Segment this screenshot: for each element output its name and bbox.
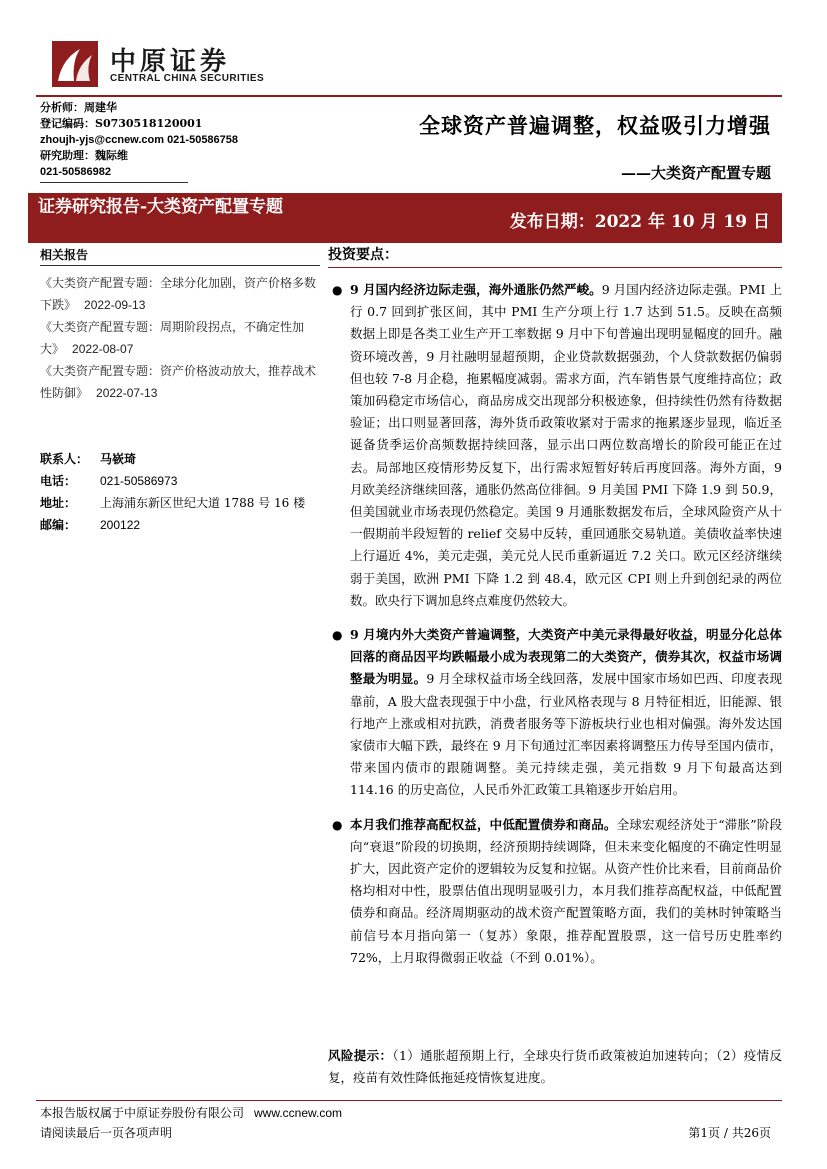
contact-phone-row (40, 470, 320, 492)
investment-point (328, 624, 782, 802)
investment-heading: 投资要点： (328, 244, 782, 268)
report-subtitle: ——大类资产配置专题 (620, 164, 771, 182)
related-report-item[interactable] (40, 316, 320, 360)
bullet-icon: ● (332, 283, 343, 297)
related-report-title: 《大类资产配置专题：资产价格波动放大，推荐战术性防御》 (40, 364, 317, 400)
risk-label: 风险提示： (328, 1048, 393, 1063)
risk-warning (328, 1045, 782, 1089)
related-report-item[interactable] (40, 272, 320, 316)
main-content (328, 244, 782, 969)
report-title: 全球资产普遍调整，权益吸引力增强 (419, 113, 771, 138)
publish-date: 发布日期：2022 年 10 月 19 日 (509, 212, 770, 232)
related-report-date: 2022-09-13 (84, 298, 146, 312)
research-assistant: 研究助理：魏际维 (40, 149, 128, 162)
risk-text: （1）通胀超预期上行，全球央行货币政策被迫加速转向；（2）疫情反复，疫苗有效性降低拖延疫情恢复进度。 (328, 1048, 782, 1085)
investment-point (328, 279, 782, 612)
contact-zip: 200122 (100, 518, 141, 532)
brand-logo (52, 41, 265, 91)
report-category: 证券研究报告-大类资产配置专题 (38, 197, 284, 217)
contact-person-row (40, 448, 320, 470)
related-report-title: 《大类资产配置专题：全球分化加剧，资产价格多数下跌》 (40, 276, 317, 312)
point-body: 9 月全球权益市场全线回落，发展中国家市场如巴西、印度表现靠前，A 股大盘表现强于中小盘，行业风格表现与 8 月特征相近，旧能源、银行地产上涨或相对抗跌，消费者服务等下游板块行业也相对偏强。海外发达国家债市大幅下跌，最终在 9 月下旬通过汇率因素将调整压力传导至国内债市，带来国内债市的跟随调整。美元持续走强，美元指数 9 月下旬最高达到 114.16 的历史高位，人民币外汇政策工具箱逐步开始启用。 (350, 671, 782, 798)
bullet-icon: ● (332, 628, 343, 643)
sidebar (40, 246, 320, 536)
analyst-info (40, 100, 238, 183)
footer-disclaimer: 请阅读最后一页各项声明 (40, 1126, 173, 1140)
bullet-icon: ● (332, 817, 343, 832)
point-body: 全球宏观经济处于“滞胀”阶段向“衰退”阶段的切换期，经济预期持续调降，但未来变化幅度的不确定性明显扩大，因此资产定价的逻辑较为反复和拉锯。从资产性价比来看，目前商品价格均相对中性，股票估值出现明显吸引力，本月我们推荐高配权益，中低配置债券和商品。经济周期驱动的战术资产配置策略方面，我们的美林时钟策略当前信号本月指向第一（复苏）象限，推荐配置股票，这一信号历史胜率约 72%，上月取得微弱正收益（不到 0.01%）。 (350, 816, 782, 965)
page-number: 第1页 / 共26页 (688, 1126, 771, 1140)
contact-phone-label: 电话： (40, 474, 77, 488)
footer-copyright-line (40, 1104, 342, 1121)
related-report-item[interactable] (40, 360, 320, 404)
analyst-registration: 登记编码：S0730518120001 (40, 117, 203, 130)
header-divider (36, 95, 782, 97)
footer-divider (36, 1100, 782, 1101)
assistant-phone: 021-50586982 (40, 166, 111, 178)
analyst-name: 分析师：周建华 (40, 101, 117, 114)
analyst-contact: zhoujh-yjs@ccnew.com 021-50586758 (40, 134, 239, 146)
report-banner (28, 193, 782, 243)
contact-person: 马嵚琦 (100, 452, 137, 466)
related-report-title: 《大类资产配置专题：周期阶段拐点，不确定性加大》 (40, 320, 305, 356)
contact-phone: 021-50586973 (100, 474, 178, 488)
contact-address-row (40, 492, 320, 514)
related-report-date: 2022-07-13 (96, 386, 158, 400)
contact-zip-label: 邮编： (40, 518, 77, 532)
point-lead: 9 月境内外大类资产普遍调整，大类资产中美元录得最好收益，明显分化总体回落的商品因平均跌幅最小成为表现第二的大类资产，债券其次，权益市场调整最为明显。 (350, 627, 782, 687)
related-reports-list (40, 272, 320, 404)
contact-address: 上海浦东新区世纪大道 1788 号 16 楼 (100, 496, 306, 510)
contact-address-label: 地址： (40, 496, 77, 510)
contact-info (40, 448, 320, 536)
contact-zip-row (40, 514, 320, 536)
footer-copyright: 本报告版权属于中原证券股份有限公司 (40, 1106, 245, 1120)
analyst-divider (40, 182, 188, 183)
point-body: 9 月国内经济边际走强。PMI 上行 0.7 回到扩张区间，其中 PMI 生产分项上行 1.7 达到 51.5。反映在高频数据上即是各类工业生产开工率数据 9 月中下旬普遍出现明显幅度的回升。融资环境改善，9 月社融明显超预期，企业贷款数据强劲，个人贷款数据仍偏弱但也较 7-8 月企稳，拖累幅度减弱。需求方面，汽车销售景气度维持高位；政策加码稳定市场信心，商品房成交出现部分积极迹象，但持续性仍然有待数据验证；出口则显著回落，海外货币政策收紧对于需求的拖累逐步显现，临近圣诞备货季运价高频数据持续回落，显示出口两位数高增长的阶段可能正在过去。局部地区疫情形势反复下，出行需求短暂好转后再度回落。海外方面，9 月欧美经济继续回落，通胀仍然高位徘徊。9 月美国 PMI 下降 1.9 到 50.9，但美国就业市场表现仍然稳定。美国 9 月通胀数据发布后，全球风险资产从十一假期前半段短暂的 relief 交易中反转，重回通胀交易轨道。美债收益率快速上行逼近 4%，美元走强，美元兑人民币重新逼近 7.2 关口。欧元区经济继续弱于美国，欧洲 PMI 下降 1.2 到 48.4，欧元区 CPI 则上升到创纪录的两位数。欧央行下调加息终点难度仍然较大。 (350, 282, 782, 608)
brand-name-en: CENTRAL CHINA SECURITIES (110, 73, 265, 84)
related-report-date: 2022-08-07 (72, 342, 134, 356)
point-lead: 本月我们推荐高配权益，中低配置债券和商品。 (350, 816, 617, 832)
point-lead: 9 月国内经济边际走强，海外通胀仍然严峻。 (350, 282, 602, 297)
related-reports-heading: 相关报告 (40, 246, 320, 266)
contact-person-label: 联系人： (40, 452, 89, 466)
brand-name-cn: 中原证券 (110, 47, 231, 77)
brand-logo-icon (52, 41, 98, 87)
investment-point (328, 814, 782, 969)
footer-website-link[interactable]: www.ccnew.com (254, 1106, 343, 1120)
